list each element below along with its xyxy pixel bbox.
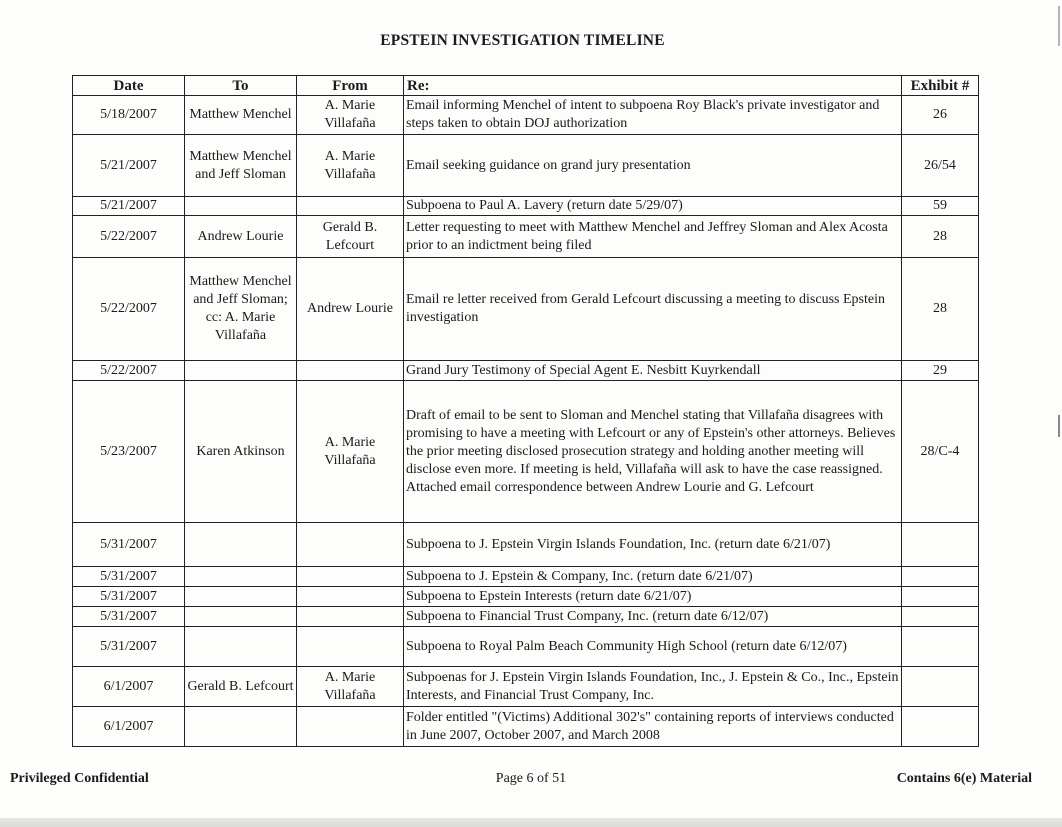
to-cell: Matthew Menchel: [185, 96, 297, 135]
to-cell: Gerald B. Lefcourt: [185, 667, 297, 707]
date-cell: 5/31/2007: [73, 523, 185, 567]
to-cell: Matthew Menchel and Jeff Sloman; cc: A. Marie Villafaña: [185, 258, 297, 361]
table-row: [73, 216, 979, 258]
column-header-exhibit: Exhibit #: [902, 76, 979, 96]
date-cell: 5/21/2007: [73, 197, 185, 216]
from-cell: [297, 707, 404, 747]
exhibit-cell: 26: [902, 96, 979, 135]
footer-privileged-label: Privileged Confidential: [10, 771, 149, 786]
to-cell: Andrew Lourie: [185, 216, 297, 258]
scan-edge-mark: [1058, 415, 1060, 437]
from-cell: Andrew Lourie: [297, 258, 404, 361]
date-cell: 6/1/2007: [73, 667, 185, 707]
from-cell: Gerald B. Lefcourt: [297, 216, 404, 258]
to-cell: [185, 361, 297, 381]
date-cell: 5/31/2007: [73, 627, 185, 667]
exhibit-cell: 59: [902, 197, 979, 216]
date-cell: 5/21/2007: [73, 135, 185, 197]
from-cell: [297, 197, 404, 216]
to-cell: Matthew Menchel and Jeff Sloman: [185, 135, 297, 197]
exhibit-cell: 28: [902, 258, 979, 361]
to-cell: [185, 197, 297, 216]
table-row: [73, 523, 979, 567]
date-cell: 5/31/2007: [73, 587, 185, 607]
date-cell: 5/22/2007: [73, 216, 185, 258]
re-cell: Subpoena to J. Epstein Virgin Islands Foundation, Inc. (return date 6/21/07): [404, 523, 902, 567]
scan-edge-mark: [1058, 6, 1060, 46]
from-cell: A. Marie Villafaña: [297, 135, 404, 197]
from-cell: A. Marie Villafaña: [297, 96, 404, 135]
re-cell: Subpoena to J. Epstein & Company, Inc. (return date 6/21/07): [404, 567, 902, 587]
to-cell: [185, 607, 297, 627]
table-row: [73, 627, 979, 667]
column-header-date: Date: [73, 76, 185, 96]
re-cell: Grand Jury Testimony of Special Agent E. Nesbitt Kuyrkendall: [404, 361, 902, 381]
re-cell: Email informing Menchel of intent to subpoena Roy Black's private investigator and steps taken to obtain DOJ authorization: [404, 96, 902, 135]
from-cell: [297, 361, 404, 381]
exhibit-cell: 26/54: [902, 135, 979, 197]
re-cell: Subpoena to Paul A. Lavery (return date 5/29/07): [404, 197, 902, 216]
table-row: [73, 587, 979, 607]
exhibit-cell: [902, 667, 979, 707]
table-row: [73, 381, 979, 523]
scan-edge-shadow: [0, 818, 1062, 827]
table-row: [73, 197, 979, 216]
table-row: [73, 667, 979, 707]
exhibit-cell: 28: [902, 216, 979, 258]
from-cell: A. Marie Villafaña: [297, 381, 404, 523]
table-row: [73, 96, 979, 135]
from-cell: [297, 567, 404, 587]
date-cell: 5/31/2007: [73, 607, 185, 627]
to-cell: Karen Atkinson: [185, 381, 297, 523]
to-cell: [185, 523, 297, 567]
from-cell: [297, 627, 404, 667]
exhibit-cell: 29: [902, 361, 979, 381]
exhibit-cell: [902, 587, 979, 607]
re-cell: Subpoena to Financial Trust Company, Inc. (return date 6/12/07): [404, 607, 902, 627]
from-cell: A. Marie Villafaña: [297, 667, 404, 707]
exhibit-cell: [902, 707, 979, 747]
from-cell: [297, 523, 404, 567]
re-cell: Email re letter received from Gerald Lefcourt discussing a meeting to discuss Epstein investigation: [404, 258, 902, 361]
date-cell: 5/22/2007: [73, 361, 185, 381]
date-cell: 6/1/2007: [73, 707, 185, 747]
exhibit-cell: [902, 523, 979, 567]
date-cell: 5/23/2007: [73, 381, 185, 523]
exhibit-cell: [902, 627, 979, 667]
table-row: [73, 707, 979, 747]
column-header-from: From: [297, 76, 404, 96]
page-title: EPSTEIN INVESTIGATION TIMELINE: [380, 32, 665, 49]
table-row: [73, 567, 979, 587]
footer-page-number: Page 6 of 51: [495, 771, 567, 786]
exhibit-cell: 28/C-4: [902, 381, 979, 523]
to-cell: [185, 567, 297, 587]
table-row: [73, 258, 979, 361]
date-cell: 5/31/2007: [73, 567, 185, 587]
to-cell: [185, 707, 297, 747]
exhibit-cell: [902, 607, 979, 627]
re-cell: Email seeking guidance on grand jury presentation: [404, 135, 902, 197]
exhibit-cell: [902, 567, 979, 587]
re-cell: Folder entitled "(Victims) Additional 302's" containing reports of interviews conducted in June 2007, October 2007, and March 2008: [404, 707, 902, 747]
re-cell: Draft of email to be sent to Sloman and Menchel stating that Villafaña disagrees with promising to have a meeting with Lefcourt or any of Epstein's other attorneys. Believes the prior meeting disclosed prosecution strategy and holding another meeting will disclose even more. If meeting is held, Villafaña will ask to have the case reassigned. Attached email correspondence between Andrew Lourie and G. Lefcourt: [404, 381, 902, 523]
re-cell: Subpoena to Royal Palm Beach Community High School (return date 6/12/07): [404, 627, 902, 667]
re-cell: Subpoena to Epstein Interests (return date 6/21/07): [404, 587, 902, 607]
table-row: [73, 607, 979, 627]
date-cell: 5/18/2007: [73, 96, 185, 135]
timeline-table: [72, 75, 979, 747]
date-cell: 5/22/2007: [73, 258, 185, 361]
column-header-re: Re:: [404, 76, 902, 96]
re-cell: Letter requesting to meet with Matthew Menchel and Jeffrey Sloman and Alex Acosta prior to an indictment being filed: [404, 216, 902, 258]
column-header-to: To: [185, 76, 297, 96]
from-cell: [297, 607, 404, 627]
to-cell: [185, 627, 297, 667]
re-cell: Subpoenas for J. Epstein Virgin Islands Foundation, Inc., J. Epstein & Co., Inc., Epstein Interests, and Financial Trust Company, Inc.: [404, 667, 902, 707]
table-header-row: [73, 76, 979, 96]
to-cell: [185, 587, 297, 607]
table-row: [73, 361, 979, 381]
from-cell: [297, 587, 404, 607]
table-row: [73, 135, 979, 197]
footer-6e-label: Contains 6(e) Material: [896, 771, 1032, 786]
